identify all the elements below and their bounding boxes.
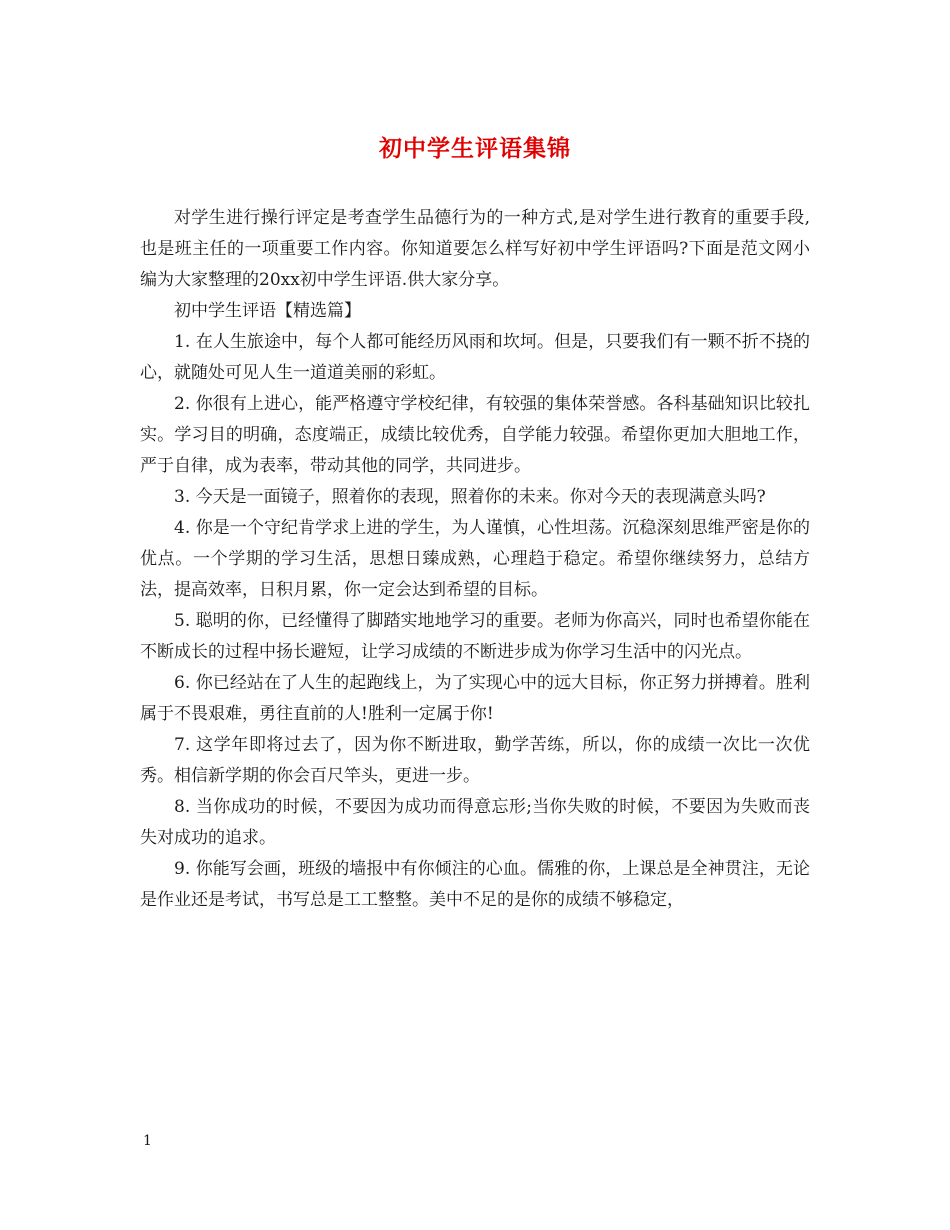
page-number: 1 (143, 1133, 152, 1149)
comment-item-3: 3. 今天是一面镜子，照着你的表现，照着你的未来。你对今天的表现满意头吗? (174, 487, 766, 507)
section-heading: 初中学生评语【精选篇】 (174, 301, 361, 321)
comment-item-9: 9. 你能写会画，班级的墙报中有你倾注的心血。儒雅的你，上课总是全神贯注，无论是作业还是考试，书写总是工工整整。美中不足的是你的成绩不够稳定， (140, 859, 810, 910)
document-body (140, 203, 810, 916)
page-title: 初中学生评语集锦 (379, 135, 571, 162)
intro-paragraph: 对学生进行操行评定是考查学生品德行为的一种方式,是对学生进行教育的重要手段,也是班主任的一项重要工作内容。你知道要怎么样写好初中学生评语吗?下面是范文网小编为大家整理的20xx初中学生评语.供大家分享。 (140, 208, 810, 290)
comment-item-6: 6. 你已经站在了人生的起跑线上，为了实现心中的远大目标，你正努力拼搏着。胜利属于不畏艰难，勇往直前的人!胜利一定属于你! (140, 673, 810, 724)
comment-item-5: 5. 聪明的你，已经懂得了脚踏实地地学习的重要。老师为你高兴，同时也希望你能在不断成长的过程中扬长避短，让学习成绩的不断进步成为你学习生活中的闪光点。 (140, 611, 810, 662)
comment-item-2: 2. 你很有上进心，能严格遵守学校纪律，有较强的集体荣誉感。各科基础知识比较扎实。学习目的明确，态度端正，成绩比较优秀，自学能力较强。希望你更加大胆地工作，严于自律，成为表率，带动其他的同学，共同进步。 (140, 394, 810, 476)
comment-item-7: 7. 这学年即将过去了，因为你不断进取，勤学苦练，所以，你的成绩一次比一次优秀。相信新学期的你会百尺竿头，更进一步。 (140, 735, 810, 786)
comment-item-8: 8. 当你成功的时候，不要因为成功而得意忘形;当你失败的时候，不要因为失败而丧失对成功的追求。 (140, 797, 810, 848)
comment-item-1: 1. 在人生旅途中，每个人都可能经历风雨和坎坷。但是，只要我们有一颗不折不挠的心，就随处可见人生一道道美丽的彩虹。 (140, 332, 810, 383)
comment-item-4: 4. 你是一个守纪肯学求上进的学生，为人谨慎，心性坦荡。沉稳深刻思维严密是你的优点。一个学期的学习生活，思想日臻成熟，心理趋于稳定。希望你继续努力，总结方法，提高效率，日积月累，你一定会达到希望的目标。 (140, 518, 810, 600)
